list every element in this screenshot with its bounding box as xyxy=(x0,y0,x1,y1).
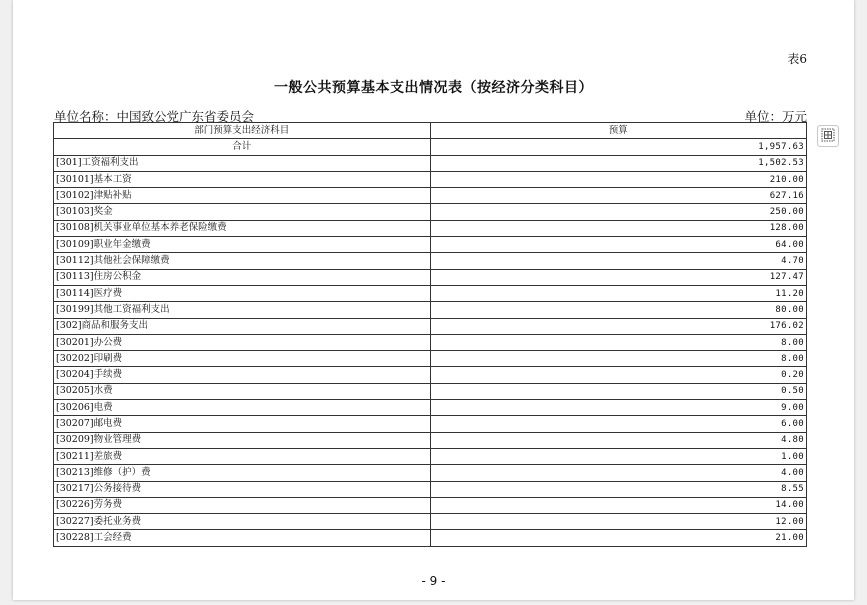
table-row xyxy=(54,220,807,236)
row-subject-label: [30226]劳务费 xyxy=(54,497,431,513)
table-row xyxy=(54,334,807,350)
row-subject-label: [30113]住房公积金 xyxy=(54,269,431,285)
row-budget-value: 11.20 xyxy=(430,285,807,301)
row-subject-label: [30201]办公费 xyxy=(54,334,431,350)
row-budget-value: 8.55 xyxy=(430,481,807,497)
row-budget-value: 1,502.53 xyxy=(430,155,807,171)
row-budget-value: 127.47 xyxy=(430,269,807,285)
row-subject-label: [30227]委托业务费 xyxy=(54,514,431,530)
row-subject-label: [30206]电费 xyxy=(54,400,431,416)
row-budget-value: 4.80 xyxy=(430,432,807,448)
row-budget-value: 64.00 xyxy=(430,237,807,253)
table-header-row xyxy=(54,123,807,139)
row-budget-value: 9.00 xyxy=(430,400,807,416)
table-row xyxy=(54,514,807,530)
table-row xyxy=(54,171,807,187)
row-budget-value: 0.50 xyxy=(430,383,807,399)
row-budget-value: 12.00 xyxy=(430,514,807,530)
table-row xyxy=(54,383,807,399)
row-budget-value: 250.00 xyxy=(430,204,807,220)
table-row xyxy=(54,481,807,497)
table-row xyxy=(54,351,807,367)
row-subject-label: [30109]职业年金缴费 xyxy=(54,237,431,253)
header-economic-subject: 部门预算支出经济科目 xyxy=(54,123,431,139)
unit-name: 单位名称：中国致公党广东省委员会 xyxy=(54,109,255,124)
table-row xyxy=(54,432,807,448)
total-label: 合计 xyxy=(54,139,431,155)
row-budget-value: 627.16 xyxy=(430,188,807,204)
page-number: - 9 - xyxy=(421,574,446,588)
row-budget-value: 176.02 xyxy=(430,318,807,334)
table-row xyxy=(54,285,807,301)
table-row xyxy=(54,253,807,269)
row-subject-label: [30114]医疗费 xyxy=(54,285,431,301)
row-subject-label: [30102]津贴补贴 xyxy=(54,188,431,204)
budget-table xyxy=(53,122,807,547)
table-row xyxy=(54,155,807,171)
table-row xyxy=(54,269,807,285)
row-subject-label: [30202]印刷费 xyxy=(54,351,431,367)
row-budget-value: 0.20 xyxy=(430,367,807,383)
table-row xyxy=(54,318,807,334)
table-row xyxy=(54,497,807,513)
table-row xyxy=(54,237,807,253)
document-page xyxy=(13,0,854,600)
table-select-button[interactable] xyxy=(817,125,839,147)
row-budget-value: 210.00 xyxy=(430,171,807,187)
row-budget-value: 4.00 xyxy=(430,465,807,481)
row-budget-value: 4.70 xyxy=(430,253,807,269)
row-subject-label: [301]工资福利支出 xyxy=(54,155,431,171)
total-row xyxy=(54,139,807,155)
row-subject-label: [30213]维修（护）费 xyxy=(54,465,431,481)
row-subject-label: [30204]手续费 xyxy=(54,367,431,383)
row-subject-label: [30199]其他工资福利支出 xyxy=(54,302,431,318)
row-budget-value: 6.00 xyxy=(430,416,807,432)
table-row xyxy=(54,188,807,204)
table-row xyxy=(54,400,807,416)
row-budget-value: 1.00 xyxy=(430,448,807,464)
row-subject-label: [302]商品和服务支出 xyxy=(54,318,431,334)
row-subject-label: [30211]差旅费 xyxy=(54,448,431,464)
row-subject-label: [30228]工会经费 xyxy=(54,530,431,546)
row-budget-value: 128.00 xyxy=(430,220,807,236)
row-budget-value: 8.00 xyxy=(430,334,807,350)
table-row xyxy=(54,465,807,481)
row-subject-label: [30207]邮电费 xyxy=(54,416,431,432)
row-subject-label: [30103]奖金 xyxy=(54,204,431,220)
unit-label: 单位：万元 xyxy=(744,109,807,124)
header-budget: 预算 xyxy=(430,123,807,139)
row-subject-label: [30217]公务接待费 xyxy=(54,481,431,497)
row-budget-value: 8.00 xyxy=(430,351,807,367)
row-subject-label: [30101]基本工资 xyxy=(54,171,431,187)
row-subject-label: [30112]其他社会保障缴费 xyxy=(54,253,431,269)
table-row xyxy=(54,302,807,318)
row-subject-label: [30108]机关事业单位基本养老保险缴费 xyxy=(54,220,431,236)
page-title: 一般公共预算基本支出情况表（按经济分类科目） xyxy=(274,80,593,96)
row-budget-value: 21.00 xyxy=(430,530,807,546)
row-budget-value: 14.00 xyxy=(430,497,807,513)
table-row xyxy=(54,416,807,432)
table-select-icon xyxy=(821,127,835,146)
table-row xyxy=(54,367,807,383)
total-value: 1,957.63 xyxy=(430,139,807,155)
row-subject-label: [30209]物业管理费 xyxy=(54,432,431,448)
table-row xyxy=(54,530,807,546)
table-row xyxy=(54,448,807,464)
row-subject-label: [30205]水费 xyxy=(54,383,431,399)
table-number: 表6 xyxy=(787,52,807,66)
row-budget-value: 80.00 xyxy=(430,302,807,318)
table-row xyxy=(54,204,807,220)
